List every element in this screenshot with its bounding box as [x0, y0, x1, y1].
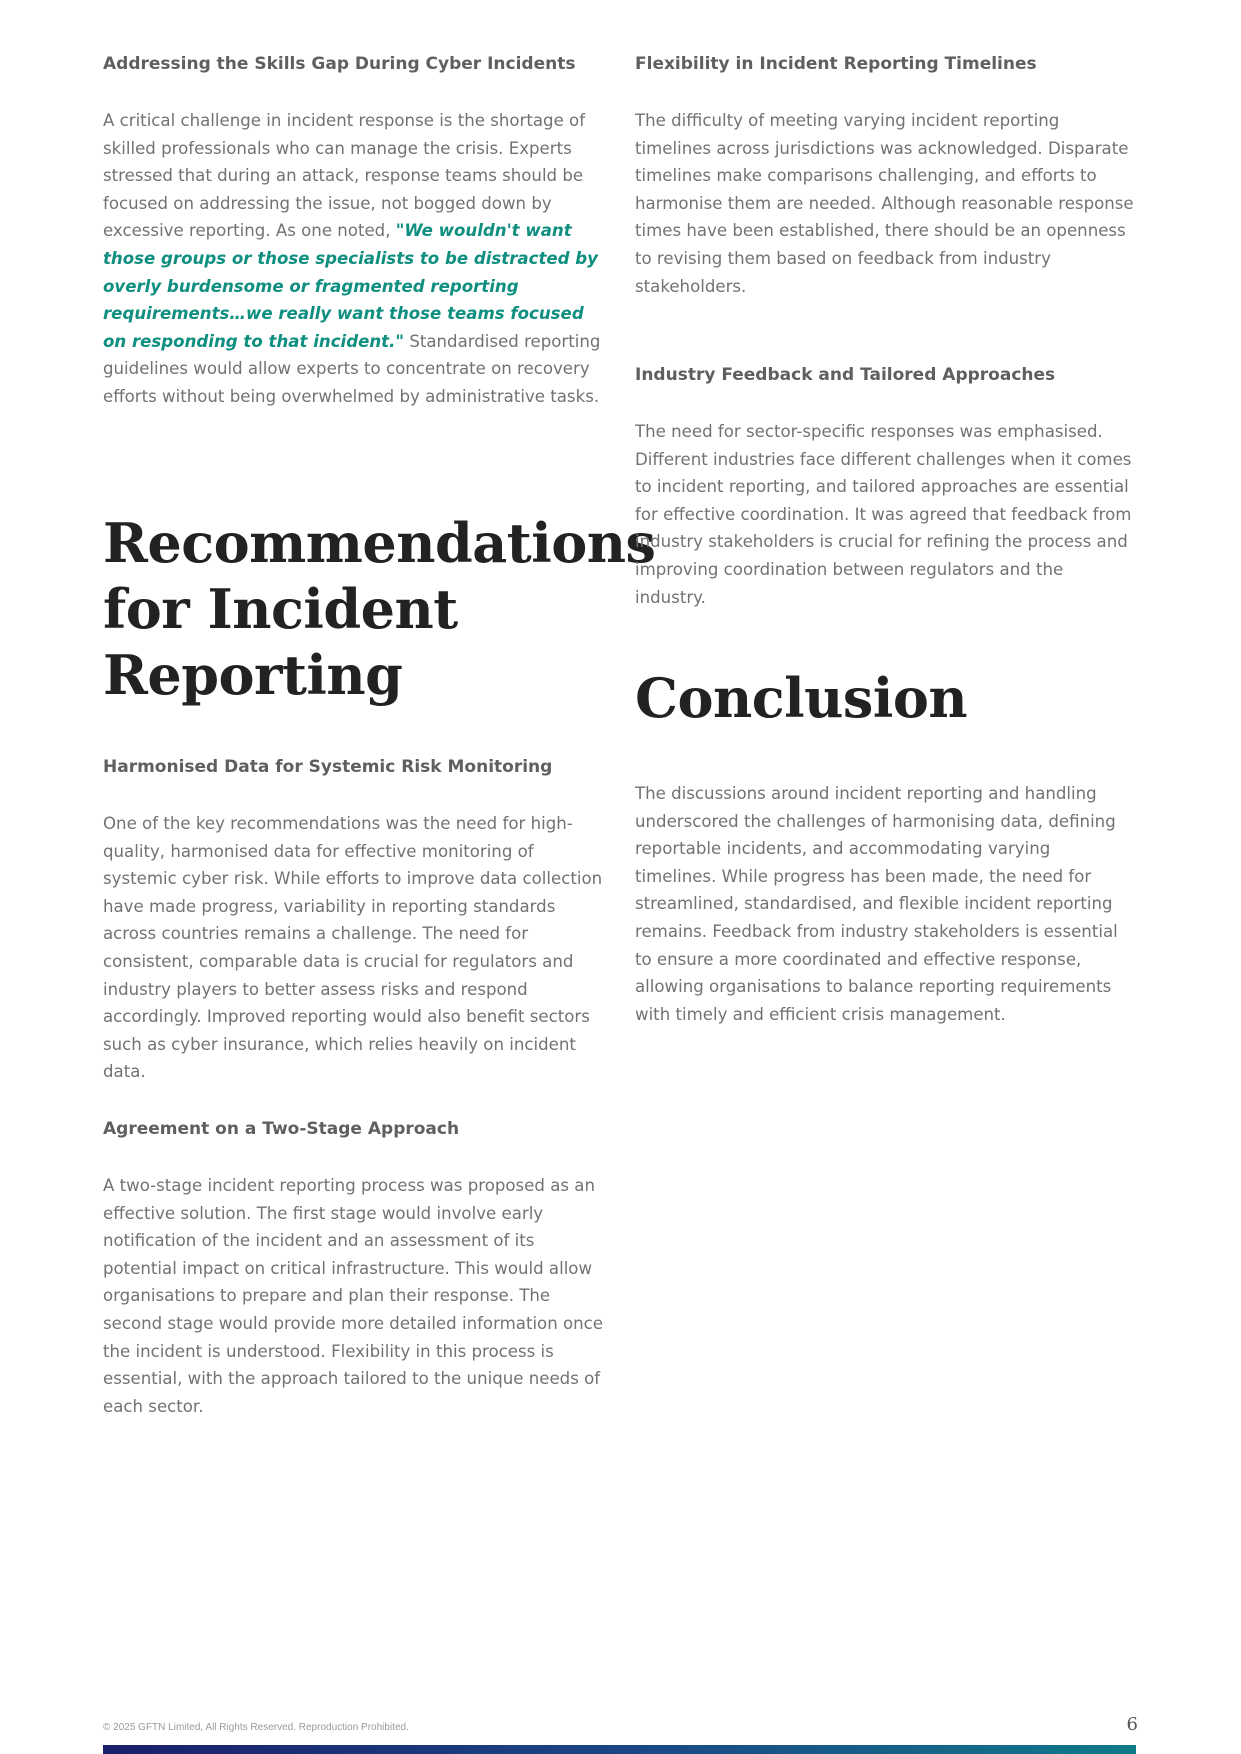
conclusion-paragraph: The discussions around incident reporting and handling underscored the challenges of harmonising data, defining reportable incidents, and accommodating varying timelines. While progress has been made, the need for streamlined, standardised, and flexible incident reporting remains. Feedback from industry stakeholders is essential to ensure a more coordinated and effective response, allowing organisations to balance reporting requirements with timely and efficient crisis management. — [635, 784, 1118, 1024]
recommendations-title-line-1: Recommendations — [103, 511, 656, 575]
timelines-heading: Flexibility in Incident Reporting Timelines — [635, 54, 1037, 74]
two-stage-paragraph: A two-stage incident reporting process was proposed as an effective solution. The first stage would involve early notification of the incident and an assessment of its potential impact on critical infrastructure. This would allow organisations to prepare and plan their response. The second stage would provide more detailed information once the incident is understood. Flexibility in this process is essential, with the approach tailored to the unique needs of each sector. — [103, 1176, 603, 1416]
industry-feedback-paragraph: The need for sector-specific responses was emphasised. Different industries face different challenges when it comes to incident reporting, and tailored approaches are essential for effective coordination. It was agreed that feedback from industry stakeholders is crucial for refining the process and improving coordination between regulators and the industry. — [635, 422, 1132, 607]
specialist-quote: "We wouldn't want those groups or those specialists to be distracted by overly burdensome or fragmented reporting requirements…we really want those teams focused on responding to that incident." — [103, 221, 598, 351]
skills-gap-text-after: Standardised reporting guidelines would allow experts to concentrate on recovery efforts without being overwhelmed by administrative tasks. — [103, 331, 601, 406]
page-number: 6 — [1126, 1714, 1138, 1735]
recommendations-title-line-3: Reporting — [103, 643, 403, 707]
footer-copyright: © 2025 GFTN Limited, All Rights Reserved. Reproduction Prohibited. — [103, 1722, 409, 1733]
conclusion-title: Conclusion — [635, 666, 968, 730]
harmonised-data-heading: Harmonised Data for Systemic Risk Monitoring — [103, 757, 553, 777]
two-stage-heading: Agreement on a Two-Stage Approach — [103, 1119, 460, 1139]
industry-feedback-heading: Industry Feedback and Tailored Approaches — [635, 365, 1056, 385]
recommendations-title-line-2: for Incident — [103, 577, 458, 641]
recommendations-title — [103, 510, 663, 708]
skills-gap-text-before: A critical challenge in incident response is the shortage of skilled professionals who can manage the crisis. Experts stressed that during an attack, response teams should be focused on addressing the issue, not bogged down by excessive reporting. As one noted, — [103, 111, 586, 241]
footer-gradient-bar — [103, 1745, 1136, 1754]
harmonised-data-paragraph: One of the key recommendations was the need for high-quality, harmonised data for effective monitoring of systemic cyber risk. While efforts to improve data collection have made progress, variability in reporting standards across countries remains a challenge. The need for consistent, comparable data is crucial for regulators and industry players to better assess risks and respond accordingly. Improved reporting would also benefit sectors such as cyber insurance, which relies heavily on incident data. — [103, 814, 603, 1082]
skills-gap-paragraph — [103, 107, 603, 411]
skills-gap-heading: Addressing the Skills Gap During Cyber Incidents — [103, 54, 576, 74]
timelines-paragraph: The difficulty of meeting varying incident reporting timelines across jurisdictions was acknowledged. Disparate timelines make comparisons challenging, and efforts to harmonise them are needed. Although reasonable response times have been established, there should be an openness to revising them based on feedback from industry stakeholders. — [635, 111, 1134, 296]
